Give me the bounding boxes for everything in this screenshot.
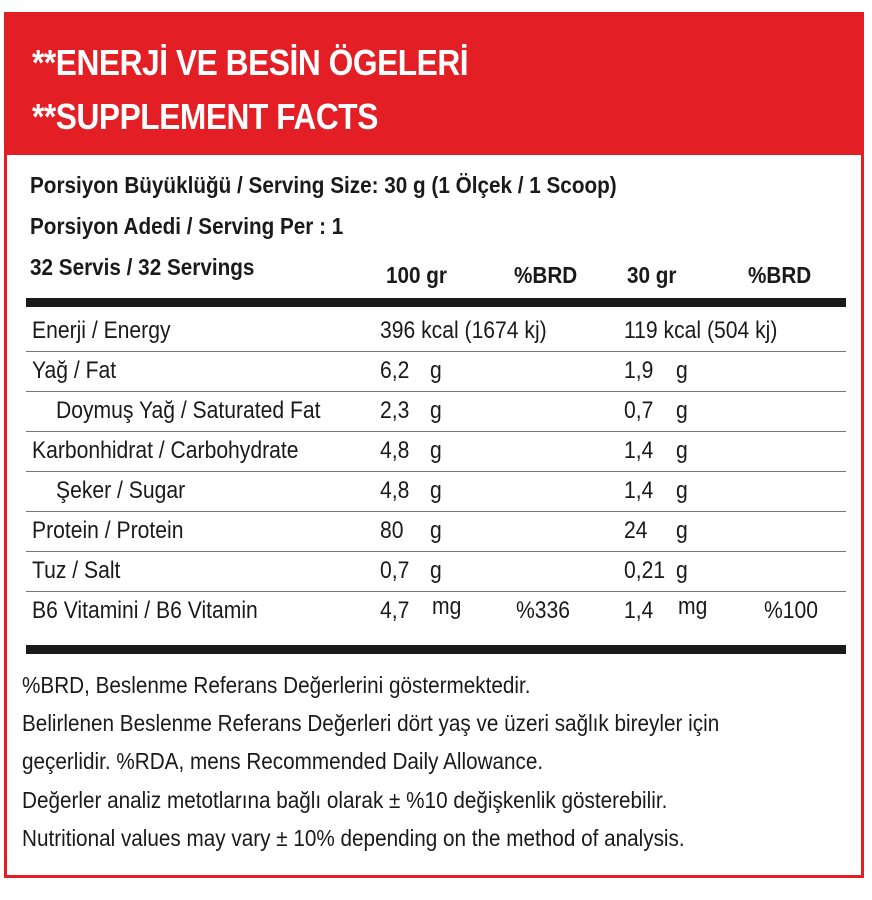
unit-30g: g bbox=[676, 357, 688, 384]
unit-100g: g bbox=[430, 517, 442, 544]
table-row bbox=[26, 591, 846, 631]
nutrient-name: Karbonhidrat / Carbohydrate bbox=[32, 437, 299, 464]
top-thick-rule bbox=[26, 298, 846, 307]
column-header-brd-100g: %BRD bbox=[514, 262, 578, 288]
servings-count: 32 Servis / 32 Servings bbox=[30, 254, 255, 280]
value-100g: 4,8 bbox=[380, 477, 410, 504]
unit-30g: g bbox=[676, 557, 688, 584]
unit-100g: g bbox=[430, 437, 442, 464]
unit-30g: mg bbox=[678, 593, 708, 620]
value-30g: 1,9 bbox=[624, 357, 654, 384]
unit-100g: mg bbox=[432, 593, 462, 620]
column-header-100g: 100 gr bbox=[386, 262, 447, 288]
value-100g: 80 bbox=[380, 517, 404, 544]
value-30g: 0,7 bbox=[624, 397, 654, 424]
value-100g: 0,7 bbox=[380, 557, 410, 584]
column-header-30g: 30 gr bbox=[627, 262, 677, 288]
unit-100g: g bbox=[430, 357, 442, 384]
nutrient-name: Şeker / Sugar bbox=[56, 477, 186, 504]
value-30g: 0,21 bbox=[624, 557, 666, 584]
bottom-thick-rule bbox=[26, 645, 846, 654]
header-title-tr: **ENERJİ VE BESİN ÖGELERİ bbox=[32, 42, 469, 83]
unit-100g: g bbox=[430, 397, 442, 424]
footer-note-3: geçerlidir. %RDA, mens Recommended Daily Allowance. bbox=[22, 748, 544, 774]
value-30g: 1,4 bbox=[624, 597, 654, 624]
column-header-brd-30g: %BRD bbox=[748, 262, 812, 288]
unit-30g: g bbox=[676, 517, 688, 544]
unit-100g: g bbox=[430, 477, 442, 504]
footer-note-2: Belirlenen Beslenme Referans Değerleri dört yaş ve üzeri sağlık bireyler için bbox=[22, 710, 720, 736]
value-100g: 396 kcal (1674 kj) bbox=[380, 317, 547, 344]
table-row bbox=[26, 311, 846, 352]
unit-30g: g bbox=[676, 397, 688, 424]
value-100g: 2,3 bbox=[380, 397, 410, 424]
nutrient-name: Tuz / Salt bbox=[32, 557, 121, 584]
table-row bbox=[26, 431, 846, 472]
value-30g: 1,4 bbox=[624, 437, 654, 464]
nutrient-name: Yağ / Fat bbox=[32, 357, 117, 384]
value-30g: 24 bbox=[624, 517, 648, 544]
header-title-en: **SUPPLEMENT FACTS bbox=[32, 96, 378, 137]
footer-note-4: Değerler analiz metotlarına bağlı olarak ± %10 değişkenlik gösterebilir. bbox=[22, 787, 668, 813]
value-100g: 6,2 bbox=[380, 357, 410, 384]
table-row bbox=[26, 551, 846, 592]
unit-30g: g bbox=[676, 437, 688, 464]
table-row bbox=[26, 511, 846, 552]
nutrient-name: Doymuş Yağ / Saturated Fat bbox=[56, 397, 321, 424]
serving-size: Porsiyon Büyüklüğü / Serving Size: 30 g (1 Ölçek / 1 Scoop) bbox=[30, 172, 617, 198]
brd-30g: %100 bbox=[764, 597, 819, 624]
nutrient-name: B6 Vitamini / B6 Vitamin bbox=[32, 597, 258, 624]
unit-100g: g bbox=[430, 557, 442, 584]
table-row bbox=[26, 471, 846, 512]
brd-100g: %336 bbox=[516, 597, 571, 624]
value-30g: 1,4 bbox=[624, 477, 654, 504]
unit-30g: g bbox=[676, 477, 688, 504]
table-row bbox=[26, 351, 846, 392]
header-banner bbox=[4, 12, 864, 155]
nutrient-name: Protein / Protein bbox=[32, 517, 184, 544]
value-100g: 4,7 bbox=[380, 597, 410, 624]
footer-note-1: %BRD, Beslenme Referans Değerlerini göstermektedir. bbox=[22, 672, 531, 698]
table-row bbox=[26, 391, 846, 432]
footer-note-5: Nutritional values may vary ± 10% depending on the method of analysis. bbox=[22, 825, 685, 851]
value-30g: 119 kcal (504 kj) bbox=[624, 317, 778, 344]
value-100g: 4,8 bbox=[380, 437, 410, 464]
nutrient-name: Enerji / Energy bbox=[32, 317, 171, 344]
serving-per: Porsiyon Adedi / Serving Per : 1 bbox=[30, 213, 344, 239]
